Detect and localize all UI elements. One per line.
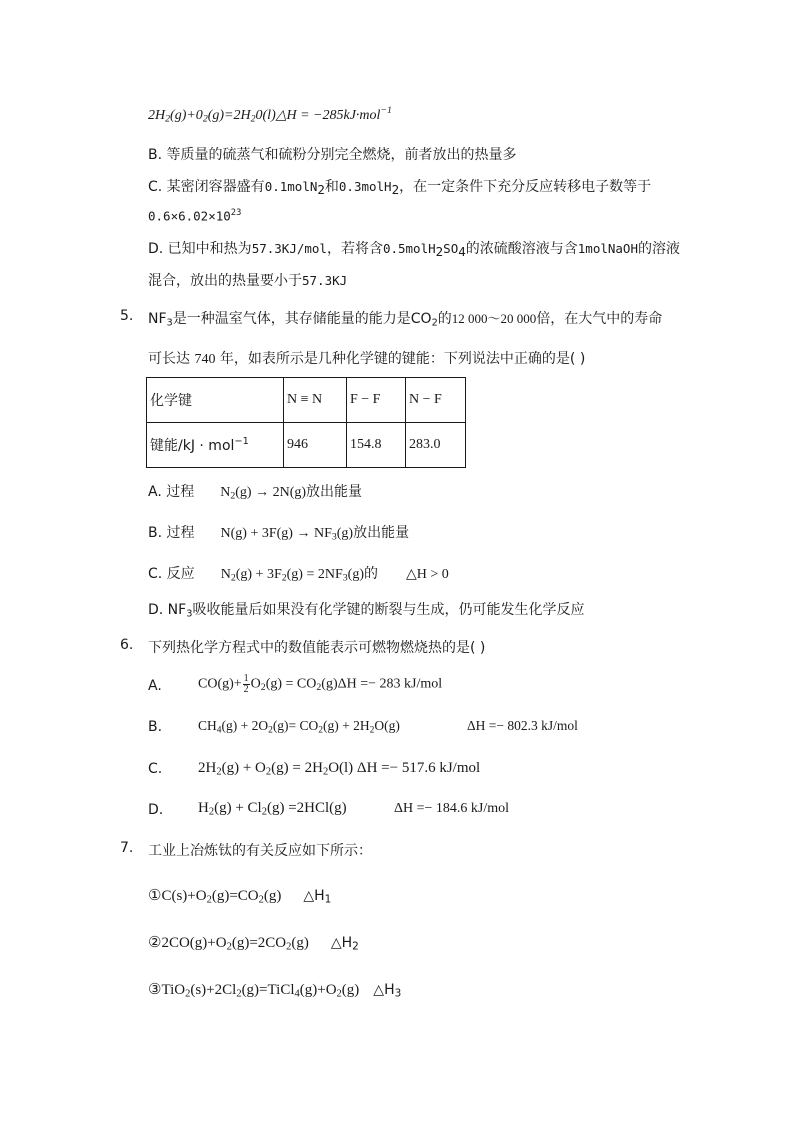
equation-sub: 2 xyxy=(216,766,222,778)
q6-option-a xyxy=(148,678,162,694)
equation-sub: 2 xyxy=(316,682,322,694)
formula-sub: 2 xyxy=(435,244,444,260)
reaction-sub: 2 xyxy=(206,894,212,906)
delta-h: △H xyxy=(330,935,353,951)
equation-sub: 2 xyxy=(208,806,215,818)
formula-sub: 4 xyxy=(458,244,466,260)
equation-sub: 2 xyxy=(261,806,267,818)
equation: CH xyxy=(198,718,217,733)
reaction: (g) xyxy=(263,888,282,904)
text: 的溶液 xyxy=(637,241,680,257)
question-7-number: 7. xyxy=(120,840,134,856)
text: C. 某密闭容器盛有 xyxy=(148,179,265,195)
delta-h: △H xyxy=(373,982,395,998)
fraction-denominator: 2 xyxy=(243,684,249,695)
formula: 0.3molH xyxy=(338,179,392,194)
table-header-cell: 化学键 xyxy=(147,378,284,423)
equation: (g) = CO xyxy=(265,676,317,692)
number: 740 xyxy=(194,352,216,367)
table-header-row xyxy=(147,378,466,423)
equation: CO(g)+ xyxy=(198,676,242,692)
text: 倍，在大气中的寿命 xyxy=(536,311,663,327)
equation: (g)ΔH =− 283 kJ/mol xyxy=(321,676,443,692)
equation: O(g) xyxy=(374,718,400,733)
reaction-sub: 2 xyxy=(226,941,232,953)
formula: 0.5molH xyxy=(382,241,436,256)
equation-sub: 2 xyxy=(322,766,329,778)
table-cell: 946 xyxy=(284,423,347,468)
formula-sub: 2 xyxy=(431,317,438,329)
equation-sub: 2 xyxy=(265,766,272,778)
delta-h-sub: 1 xyxy=(324,893,332,906)
text: 混合，放出的热量要小于 xyxy=(148,273,302,289)
value: 57.3KJ/mol xyxy=(251,241,327,256)
eq-sup: −1 xyxy=(380,105,392,116)
equation: (g) + 2O xyxy=(221,718,269,733)
equation: (g) + O xyxy=(221,760,266,776)
question-6-stem: 下列热化学方程式中的数值能表示可燃物燃烧热的是( ) xyxy=(148,640,486,656)
q5-option-c xyxy=(148,563,449,583)
question-5-stem-line2 xyxy=(148,348,585,368)
equation: 2H xyxy=(198,760,217,776)
formula-sub: 3 xyxy=(186,608,193,620)
equation-sub: 2 xyxy=(318,725,324,736)
q6-option-c-equation xyxy=(198,760,480,778)
question-5-number: 5. xyxy=(120,308,134,324)
equation: (g) =2HCl(g) xyxy=(266,800,347,816)
equation: N xyxy=(220,567,231,582)
text: 的 xyxy=(437,311,452,327)
q5-option-a xyxy=(148,481,362,501)
eq-text: (g)+0 xyxy=(170,107,203,123)
equation-sub: 2 xyxy=(369,725,375,736)
reaction: ①C(s)+O xyxy=(148,888,207,904)
text: 年，如表所示是几种化学键的键能：下列说法中正确的是( ) xyxy=(219,351,586,367)
option-a-equation xyxy=(148,105,392,124)
option-text: D. NF xyxy=(148,602,187,618)
eq-sub: 2 xyxy=(250,113,256,125)
table-cell: 283.0 xyxy=(406,423,466,468)
option-4c-value xyxy=(148,208,241,223)
eq-text: (g)=2H xyxy=(207,107,251,123)
text: 是一种温室气体，其存储能量的能力是CO xyxy=(172,311,432,327)
reaction-sub: 4 xyxy=(294,988,300,1000)
table-header-cell: N ≡ N xyxy=(284,378,347,423)
delta-h: △H xyxy=(303,888,325,904)
eq-sub: 2 xyxy=(202,113,208,125)
equation-sub: 2 xyxy=(268,725,273,736)
equation-sub: 3 xyxy=(331,531,337,543)
reaction: (g) xyxy=(291,935,309,951)
q7-reaction-2 xyxy=(148,933,359,953)
equation: (g) + Cl xyxy=(214,800,262,816)
equation-sub: 2 xyxy=(230,572,236,584)
equation: (g) → 2N(g)放出能量 xyxy=(235,485,363,500)
eq-sub: 2 xyxy=(165,113,171,125)
table-row xyxy=(147,423,466,468)
q5-option-b xyxy=(148,522,409,542)
q6-option-b xyxy=(148,719,162,735)
text: 的浓硫酸溶液与含 xyxy=(465,241,578,257)
reaction: (g)=CO xyxy=(211,888,259,904)
q7-reaction-3 xyxy=(148,980,401,1000)
q6-option-d xyxy=(148,802,163,818)
equation-sub: 2 xyxy=(260,682,266,694)
reaction: ③TiO xyxy=(148,982,186,998)
label-text: 键能/kJ · mol xyxy=(150,438,235,454)
formula: SO xyxy=(443,241,459,256)
reaction: ②2CO(g)+O xyxy=(148,935,227,951)
reaction-sub: 2 xyxy=(236,988,242,1000)
reaction: (g)=2CO xyxy=(231,935,287,951)
reaction: (g) xyxy=(341,982,360,998)
option-4d-continued xyxy=(148,270,347,290)
bond-energy-table xyxy=(146,377,466,468)
equation: (g)的 xyxy=(347,567,378,582)
text: ，在一定条件下充分反应转移电子数等于 xyxy=(399,179,652,195)
equation: H xyxy=(198,800,209,816)
fraction-half xyxy=(243,674,250,695)
text: 和 xyxy=(324,179,339,195)
text: ，若将含 xyxy=(326,241,383,257)
reaction-sub: 2 xyxy=(185,988,191,1000)
formula: NF xyxy=(148,311,167,327)
equation: N xyxy=(220,485,231,500)
formula-sub: 2 xyxy=(391,182,400,198)
q6-option-b-equation xyxy=(198,718,400,735)
equation: O xyxy=(250,676,261,692)
delta-h-sub: 3 xyxy=(394,987,402,1000)
equation: (g) = 2NF xyxy=(286,567,343,582)
equation: (g) + 3F xyxy=(235,567,282,582)
eq-text: 2H xyxy=(148,107,166,123)
formula: 0.1molN xyxy=(264,179,318,194)
equation: (g) = 2H xyxy=(271,760,323,776)
q6-option-d-equation xyxy=(198,800,347,818)
number: 0.6×6.02×10 xyxy=(148,208,231,224)
table-header-cell: N − F xyxy=(406,378,466,423)
option-label: A. 过程 xyxy=(148,484,195,500)
reaction-sub: 2 xyxy=(286,941,292,953)
formula: 1molNaOH xyxy=(577,241,638,256)
equation: N(g) + 3F(g) → NF xyxy=(220,526,332,541)
text: D. 已知中和热为 xyxy=(148,241,252,257)
equation-sub: 2 xyxy=(281,572,287,584)
value: 57.3KJ xyxy=(302,273,348,288)
question-7-stem: 工业上冶炼钛的有关反应如下所示： xyxy=(148,843,372,859)
option-label: B. xyxy=(148,719,163,735)
equation: O(l) ΔH =− 517.6 kJ/mol xyxy=(328,760,481,776)
option-label: C. xyxy=(148,761,163,777)
option-label: A. xyxy=(148,678,162,694)
reaction-sub: 2 xyxy=(336,988,342,1000)
option-label: D. xyxy=(148,802,164,818)
number-range: 12 000～20 000 xyxy=(451,311,537,326)
q6-option-a-equation xyxy=(198,674,442,695)
delta-h: △H > 0 xyxy=(406,567,449,582)
q6-option-b-delta-h: ΔH =− 802.3 kJ/mol xyxy=(467,718,578,733)
eq-text: 0(l)△H = −285kJ∙mol xyxy=(255,107,381,123)
option-4c xyxy=(148,176,651,197)
table-cell: 154.8 xyxy=(347,423,406,468)
option-4d xyxy=(148,238,680,259)
fraction-numerator: 1 xyxy=(243,673,249,684)
question-5-stem-line1 xyxy=(148,308,662,328)
equation-sub: 3 xyxy=(342,572,348,584)
equation: (g)放出能量 xyxy=(336,526,410,541)
option-label: B. 过程 xyxy=(148,525,195,541)
formula-sub: 3 xyxy=(166,317,173,329)
reaction: (s)+2Cl xyxy=(190,982,237,998)
equation: (g)= CO xyxy=(272,718,319,733)
reaction: (g)=TiCl xyxy=(241,982,295,998)
option-text: 吸收能量后如果没有化学键的断裂与生成，仍可能发生化学反应 xyxy=(192,602,585,618)
table-header-cell: F − F xyxy=(347,378,406,423)
option-4b: B. 等质量的硫蒸气和硫粉分别完全燃烧，前者放出的热量多 xyxy=(148,147,517,163)
q7-reaction-1 xyxy=(148,886,331,906)
table-row-label xyxy=(147,423,284,468)
exponent: 23 xyxy=(230,208,242,218)
equation-sub: 4 xyxy=(216,725,222,736)
equation-sub: 2 xyxy=(230,490,236,502)
q5-option-d xyxy=(148,599,584,619)
label-sup: −1 xyxy=(234,436,249,448)
reaction-sub: 2 xyxy=(258,894,264,906)
formula-sub: 2 xyxy=(317,182,325,198)
equation: (g) + 2H xyxy=(323,718,370,733)
q6-option-c xyxy=(148,761,162,777)
question-6-number: 6. xyxy=(120,637,134,653)
delta-h-sub: 2 xyxy=(352,940,359,953)
option-label: C. 反应 xyxy=(148,566,195,582)
q6-option-d-delta-h: ΔH =− 184.6 kJ/mol xyxy=(394,801,510,816)
reaction: (g)+O xyxy=(299,982,337,998)
text: 可长达 xyxy=(148,351,190,367)
